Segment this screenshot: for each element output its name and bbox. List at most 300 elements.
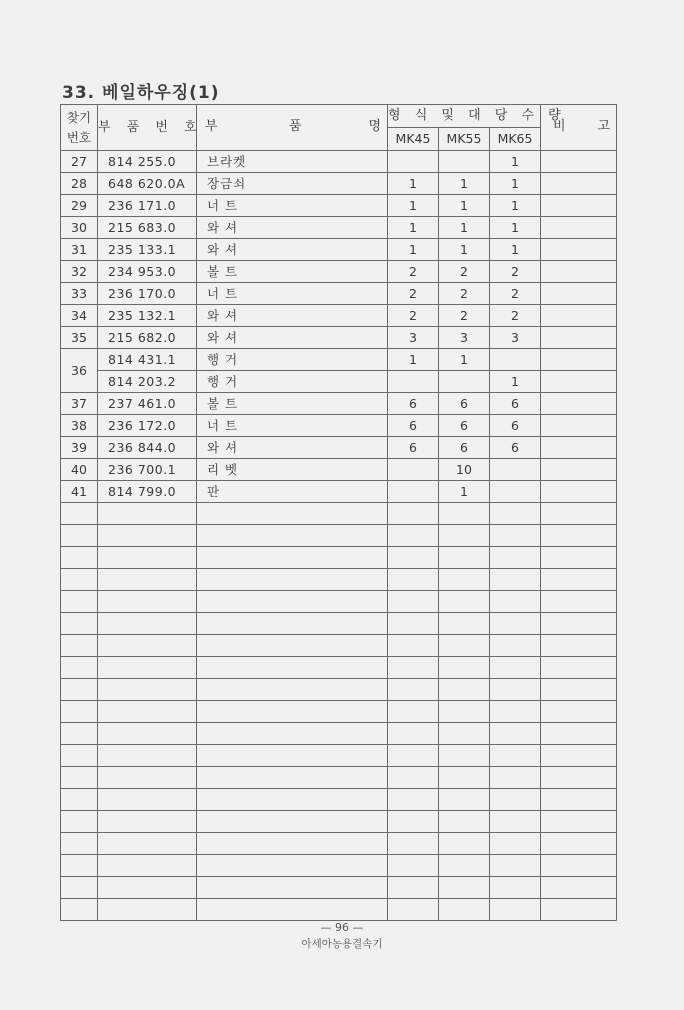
header-model-mk65: MK65 (490, 128, 541, 151)
empty-cell (61, 811, 98, 833)
empty-cell (541, 767, 617, 789)
part-number-cell: 237 461.0 (98, 393, 197, 415)
quantity-cell: 1 (439, 239, 490, 261)
quantity-cell: 6 (388, 437, 439, 459)
part-name-cell: 브라켓 (197, 151, 388, 173)
empty-cell (388, 767, 439, 789)
quantity-cell: 2 (490, 261, 541, 283)
quantity-cell: 1 (388, 173, 439, 195)
empty-cell (439, 591, 490, 613)
quantity-cell: 6 (490, 437, 541, 459)
empty-cell (388, 613, 439, 635)
part-name-cell: 너 트 (197, 283, 388, 305)
empty-cell (490, 569, 541, 591)
empty-cell (61, 701, 98, 723)
header-part-name-left: 부 (205, 119, 218, 134)
part-name-cell: 리 벳 (197, 459, 388, 481)
empty-cell (490, 899, 541, 921)
empty-cell (197, 503, 388, 525)
empty-cell (197, 569, 388, 591)
quantity-cell: 1 (388, 239, 439, 261)
quantity-cell: 3 (388, 327, 439, 349)
table-row (61, 327, 617, 349)
quantity-cell: 6 (490, 415, 541, 437)
empty-cell (388, 657, 439, 679)
quantity-cell: 1 (439, 195, 490, 217)
remark-cell (541, 349, 617, 371)
empty-cell (98, 877, 197, 899)
empty-cell (197, 547, 388, 569)
header-model-mk45: MK45 (388, 128, 439, 151)
empty-cell (490, 613, 541, 635)
empty-cell (197, 855, 388, 877)
empty-cell (388, 679, 439, 701)
quantity-cell (439, 371, 490, 393)
empty-row (61, 899, 617, 921)
quantity-cell: 2 (439, 305, 490, 327)
empty-cell (388, 745, 439, 767)
part-number-cell: 814 255.0 (98, 151, 197, 173)
empty-row (61, 591, 617, 613)
parts-table (60, 104, 617, 921)
page-number: — 96 — (320, 921, 364, 934)
empty-cell (197, 701, 388, 723)
find-no-cell: 30 (61, 217, 98, 239)
quantity-cell: 6 (439, 437, 490, 459)
find-no-cell: 27 (61, 151, 98, 173)
empty-row (61, 679, 617, 701)
empty-cell (61, 833, 98, 855)
empty-cell (197, 745, 388, 767)
empty-cell (490, 723, 541, 745)
empty-cell (388, 525, 439, 547)
quantity-cell: 2 (439, 261, 490, 283)
header-remark (541, 105, 617, 151)
header-part-name-mid: 품 (289, 119, 302, 134)
empty-cell (541, 635, 617, 657)
table-row (61, 371, 617, 393)
empty-cell (98, 547, 197, 569)
empty-cell (98, 789, 197, 811)
quantity-cell (490, 349, 541, 371)
quantity-cell: 1 (490, 217, 541, 239)
empty-cell (61, 591, 98, 613)
empty-cell (98, 701, 197, 723)
quantity-cell: 3 (490, 327, 541, 349)
header-remark-right: 고 (597, 119, 611, 134)
quantity-cell (388, 371, 439, 393)
empty-cell (61, 789, 98, 811)
empty-row (61, 613, 617, 635)
quantity-cell: 2 (490, 305, 541, 327)
empty-cell (439, 745, 490, 767)
remark-cell (541, 327, 617, 349)
part-name-cell: 볼 트 (197, 261, 388, 283)
quantity-cell (490, 459, 541, 481)
table-row (61, 349, 617, 371)
table-row (61, 437, 617, 459)
find-no-cell: 34 (61, 305, 98, 327)
empty-cell (98, 503, 197, 525)
part-number-cell: 236 170.0 (98, 283, 197, 305)
remark-cell (541, 437, 617, 459)
remark-cell (541, 459, 617, 481)
find-no-cell: 33 (61, 283, 98, 305)
empty-row (61, 855, 617, 877)
empty-cell (197, 899, 388, 921)
empty-cell (439, 855, 490, 877)
quantity-cell: 2 (439, 283, 490, 305)
empty-cell (541, 833, 617, 855)
empty-cell (490, 833, 541, 855)
header-model-mk55: MK55 (439, 128, 490, 151)
part-number-cell: 814 203.2 (98, 371, 197, 393)
empty-cell (61, 635, 98, 657)
remark-cell (541, 195, 617, 217)
find-no-cell: 39 (61, 437, 98, 459)
quantity-cell (490, 481, 541, 503)
empty-cell (490, 591, 541, 613)
empty-cell (98, 767, 197, 789)
remark-cell (541, 283, 617, 305)
quantity-cell: 2 (388, 305, 439, 327)
empty-cell (439, 723, 490, 745)
header-model-quantity: 형 식 및 대 당 수 량 (388, 105, 541, 128)
find-no-cell: 28 (61, 173, 98, 195)
empty-cell (439, 657, 490, 679)
empty-cell (541, 613, 617, 635)
header-part-name-right: 명 (368, 119, 381, 134)
empty-row (61, 877, 617, 899)
part-number-cell: 814 431.1 (98, 349, 197, 371)
part-name-cell: 와 셔 (197, 305, 388, 327)
part-name-cell: 와 셔 (197, 239, 388, 261)
empty-cell (388, 503, 439, 525)
empty-cell (197, 877, 388, 899)
empty-cell (388, 811, 439, 833)
part-name-cell: 장금쇠 (197, 173, 388, 195)
quantity-cell: 6 (388, 415, 439, 437)
table-row (61, 283, 617, 305)
quantity-cell: 1 (439, 173, 490, 195)
empty-cell (98, 723, 197, 745)
empty-cell (439, 503, 490, 525)
table-row (61, 393, 617, 415)
empty-cell (541, 899, 617, 921)
empty-cell (197, 723, 388, 745)
empty-cell (197, 679, 388, 701)
quantity-cell: 3 (439, 327, 490, 349)
empty-cell (490, 767, 541, 789)
empty-cell (61, 679, 98, 701)
empty-cell (541, 701, 617, 723)
empty-cell (439, 789, 490, 811)
table-body (61, 151, 617, 921)
quantity-cell: 6 (490, 393, 541, 415)
empty-row (61, 569, 617, 591)
empty-cell (388, 591, 439, 613)
empty-cell (197, 525, 388, 547)
empty-cell (541, 811, 617, 833)
remark-cell (541, 151, 617, 173)
empty-cell (61, 745, 98, 767)
quantity-cell: 1 (439, 481, 490, 503)
quantity-cell (439, 151, 490, 173)
empty-cell (490, 547, 541, 569)
quantity-cell: 2 (490, 283, 541, 305)
empty-cell (439, 679, 490, 701)
remark-cell (541, 481, 617, 503)
empty-cell (490, 789, 541, 811)
empty-cell (490, 525, 541, 547)
book-title: 아세아농용결속기 (301, 938, 383, 950)
empty-cell (61, 547, 98, 569)
empty-cell (388, 635, 439, 657)
find-no-cell: 38 (61, 415, 98, 437)
quantity-cell: 1 (439, 349, 490, 371)
empty-cell (490, 679, 541, 701)
part-name-cell: 행 거 (197, 371, 388, 393)
table-row (61, 459, 617, 481)
quantity-cell (388, 151, 439, 173)
table-row (61, 481, 617, 503)
empty-cell (541, 525, 617, 547)
part-number-cell: 648 620.0A (98, 173, 197, 195)
empty-cell (439, 877, 490, 899)
part-number-cell: 236 844.0 (98, 437, 197, 459)
header-find-no-line1: 찾기 (66, 109, 92, 125)
empty-cell (61, 877, 98, 899)
empty-cell (197, 657, 388, 679)
remark-cell (541, 173, 617, 195)
part-name-cell: 와 셔 (197, 327, 388, 349)
empty-row (61, 525, 617, 547)
find-no-cell: 31 (61, 239, 98, 261)
empty-cell (197, 811, 388, 833)
empty-cell (388, 789, 439, 811)
part-number-cell: 234 953.0 (98, 261, 197, 283)
part-name-cell: 와 셔 (197, 217, 388, 239)
quantity-cell: 2 (388, 261, 439, 283)
empty-row (61, 503, 617, 525)
empty-cell (61, 767, 98, 789)
part-number-cell: 215 682.0 (98, 327, 197, 349)
table-row (61, 261, 617, 283)
empty-cell (388, 723, 439, 745)
part-name-cell: 너 트 (197, 415, 388, 437)
quantity-cell (388, 459, 439, 481)
empty-cell (541, 789, 617, 811)
empty-cell (439, 767, 490, 789)
part-name-cell: 너 트 (197, 195, 388, 217)
empty-cell (490, 701, 541, 723)
quantity-cell: 10 (439, 459, 490, 481)
empty-cell (490, 503, 541, 525)
empty-cell (388, 899, 439, 921)
empty-row (61, 701, 617, 723)
empty-cell (490, 745, 541, 767)
quantity-cell (388, 481, 439, 503)
empty-cell (61, 855, 98, 877)
quantity-cell: 1 (490, 195, 541, 217)
empty-cell (541, 745, 617, 767)
empty-cell (541, 547, 617, 569)
empty-cell (197, 833, 388, 855)
part-name-cell: 판 (197, 481, 388, 503)
table-header (61, 105, 617, 151)
quantity-cell: 1 (439, 217, 490, 239)
empty-cell (98, 811, 197, 833)
empty-cell (490, 855, 541, 877)
empty-cell (388, 855, 439, 877)
empty-cell (98, 591, 197, 613)
empty-cell (490, 877, 541, 899)
empty-cell (541, 657, 617, 679)
empty-cell (541, 723, 617, 745)
quantity-cell: 1 (388, 349, 439, 371)
part-number-cell: 236 172.0 (98, 415, 197, 437)
table-row (61, 217, 617, 239)
find-no-cell: 40 (61, 459, 98, 481)
empty-row (61, 635, 617, 657)
empty-cell (541, 877, 617, 899)
empty-cell (541, 679, 617, 701)
empty-cell (98, 679, 197, 701)
empty-row (61, 833, 617, 855)
empty-cell (439, 547, 490, 569)
empty-row (61, 811, 617, 833)
quantity-cell: 1 (490, 151, 541, 173)
header-find-no-line2: 번호 (66, 129, 92, 145)
empty-cell (388, 701, 439, 723)
empty-cell (98, 569, 197, 591)
empty-cell (98, 745, 197, 767)
remark-cell (541, 371, 617, 393)
empty-row (61, 657, 617, 679)
remark-cell (541, 415, 617, 437)
find-no-cell: 32 (61, 261, 98, 283)
empty-cell (61, 899, 98, 921)
part-number-cell: 814 799.0 (98, 481, 197, 503)
quantity-cell: 1 (388, 217, 439, 239)
header-remark-left: 비 (553, 119, 566, 134)
table-row (61, 305, 617, 327)
header-find-no (61, 105, 98, 151)
header-part-number: 부 품 번 호 (98, 105, 197, 151)
empty-cell (61, 503, 98, 525)
remark-cell (541, 393, 617, 415)
empty-cell (490, 657, 541, 679)
empty-cell (61, 525, 98, 547)
empty-cell (439, 701, 490, 723)
find-no-cell: 29 (61, 195, 98, 217)
remark-cell (541, 239, 617, 261)
empty-cell (541, 503, 617, 525)
empty-cell (61, 723, 98, 745)
empty-cell (388, 547, 439, 569)
part-number-cell: 215 683.0 (98, 217, 197, 239)
empty-cell (439, 811, 490, 833)
empty-cell (439, 635, 490, 657)
quantity-cell: 2 (388, 283, 439, 305)
empty-cell (541, 855, 617, 877)
table-row (61, 151, 617, 173)
empty-cell (197, 635, 388, 657)
empty-cell (98, 899, 197, 921)
part-number-cell: 235 132.1 (98, 305, 197, 327)
empty-row (61, 547, 617, 569)
find-no-cell: 41 (61, 481, 98, 503)
table-row (61, 173, 617, 195)
empty-cell (490, 635, 541, 657)
table-row (61, 239, 617, 261)
empty-cell (197, 613, 388, 635)
quantity-cell: 1 (490, 371, 541, 393)
empty-cell (197, 789, 388, 811)
empty-cell (541, 569, 617, 591)
page-title: 33. 베일하우징(1) (62, 83, 220, 103)
empty-cell (439, 569, 490, 591)
empty-cell (490, 811, 541, 833)
quantity-cell: 1 (490, 239, 541, 261)
empty-cell (439, 833, 490, 855)
empty-row (61, 767, 617, 789)
empty-cell (197, 767, 388, 789)
empty-cell (388, 569, 439, 591)
quantity-cell: 1 (490, 173, 541, 195)
empty-cell (98, 833, 197, 855)
quantity-cell: 6 (388, 393, 439, 415)
empty-row (61, 745, 617, 767)
empty-cell (541, 591, 617, 613)
empty-cell (61, 657, 98, 679)
empty-cell (61, 569, 98, 591)
remark-cell (541, 261, 617, 283)
empty-row (61, 789, 617, 811)
quantity-cell: 6 (439, 415, 490, 437)
remark-cell (541, 305, 617, 327)
empty-cell (98, 855, 197, 877)
header-part-name (197, 105, 388, 151)
empty-cell (388, 877, 439, 899)
empty-cell (439, 525, 490, 547)
part-name-cell: 와 셔 (197, 437, 388, 459)
quantity-cell: 1 (388, 195, 439, 217)
empty-cell (439, 613, 490, 635)
part-number-cell: 236 171.0 (98, 195, 197, 217)
empty-cell (98, 613, 197, 635)
empty-cell (439, 899, 490, 921)
remark-cell (541, 217, 617, 239)
empty-cell (197, 591, 388, 613)
part-name-cell: 행 거 (197, 349, 388, 371)
table-row (61, 415, 617, 437)
part-name-cell: 볼 트 (197, 393, 388, 415)
empty-row (61, 723, 617, 745)
empty-cell (98, 525, 197, 547)
quantity-cell: 6 (439, 393, 490, 415)
empty-cell (388, 833, 439, 855)
empty-cell (98, 635, 197, 657)
find-no-cell: 36 (61, 349, 98, 393)
empty-cell (61, 613, 98, 635)
part-number-cell: 235 133.1 (98, 239, 197, 261)
part-number-cell: 236 700.1 (98, 459, 197, 481)
find-no-cell: 37 (61, 393, 98, 415)
table-row (61, 195, 617, 217)
find-no-cell: 35 (61, 327, 98, 349)
empty-cell (98, 657, 197, 679)
